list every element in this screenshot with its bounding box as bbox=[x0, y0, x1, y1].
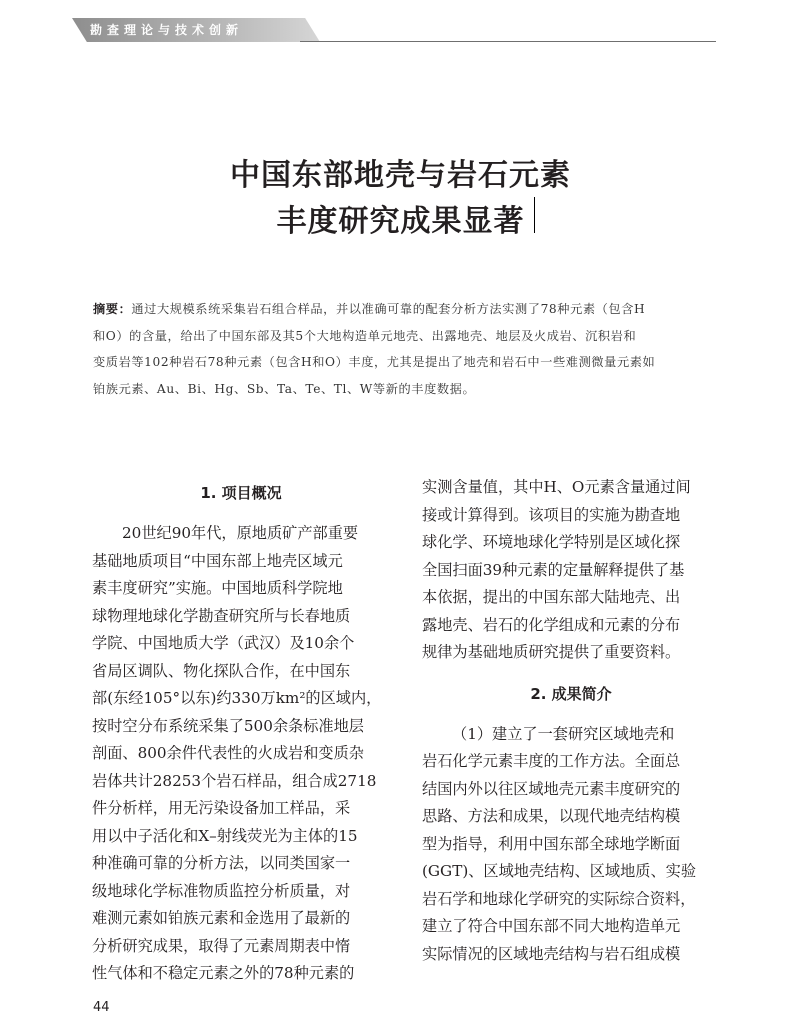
article-title-line-1: 中国东部地壳与岩石元素 bbox=[230, 158, 571, 193]
body-line: 用以中子活化和X–射线荧光为主体的15 bbox=[92, 826, 358, 845]
body-line: 种准确可靠的分析方法，以同类国家一 bbox=[92, 854, 351, 872]
body-line: 规律为基础地质研究提供了重要资料。 bbox=[422, 643, 681, 661]
body-line: 全国扫面39种元素的定量解释提供了基 bbox=[422, 560, 685, 579]
body-line: 本依据，提出的中国东部大陆地壳、出 bbox=[422, 588, 681, 606]
body-line: 难测元素如铂族元素和金选用了最新的 bbox=[92, 909, 351, 927]
abstract-line: 和O）的含量，给出了中国东部及其5个大地构造单元地壳、出露地壳、地层及火成岩、沉积岩和 bbox=[93, 328, 637, 343]
header-rule bbox=[300, 41, 716, 42]
body-line: （1）建立了一套研究区域地壳和 bbox=[452, 724, 675, 743]
body-line: 按时空分布系统采集了500余条标准地层 bbox=[92, 716, 364, 735]
body-line: 实际情况的区域地壳结构与岩石组成模 bbox=[422, 944, 681, 963]
section-heading-overview: 1. 项目概况 bbox=[200, 484, 282, 502]
body-line: 思路、方法和成果，以现代地壳结构模 bbox=[422, 807, 681, 825]
body-line: 级地球化学标准物质监控分析质量，对 bbox=[92, 881, 351, 900]
section-heading-results: 2. 成果简介 bbox=[530, 684, 612, 703]
body-line: 剖面、800余件代表性的火成岩和变质杂 bbox=[92, 744, 364, 762]
body-line: 接或计算得到。该项目的实施为勘查地 bbox=[422, 505, 681, 524]
body-line: 部(东经105°以东)约330万km²的区域内， bbox=[92, 689, 382, 707]
body-line: 建立了符合中国东部不同大地构造单元 bbox=[422, 917, 681, 935]
text-cursor bbox=[534, 197, 535, 233]
body-line: 岩体共计28253个岩石样品，组合成2718 bbox=[92, 771, 377, 790]
page-number: 44 bbox=[93, 1000, 110, 1015]
body-line: 岩石化学元素丰度的工作方法。全面总 bbox=[422, 752, 681, 770]
article-title-line-2: 丰度研究成果显著 bbox=[276, 204, 525, 239]
abstract-line bbox=[93, 296, 723, 323]
body-line: 露地壳、岩石的化学组成和元素的分布 bbox=[422, 615, 681, 634]
body-line: 岩石学和地球化学研究的实际综合资料， bbox=[422, 889, 696, 908]
body-line: 件分析样，用无污染设备加工样品，采 bbox=[92, 799, 351, 817]
body-line: (GGT)、区域地壳结构、区域地质、实验 bbox=[422, 862, 697, 880]
abstract-text: 通过大规模系统采集岩石组合样品，并以准确可靠的配套分析方法实测了78种元素（包含H bbox=[131, 302, 646, 316]
left-column bbox=[92, 474, 390, 988]
body-line: 型为指导，利用中国东部全球地学断面 bbox=[422, 834, 681, 853]
abstract-line: 铂族元素、Au、Bi、Hg、Sb、Ta、Te、Tl、W等新的丰度数据。 bbox=[93, 381, 476, 396]
abstract bbox=[93, 296, 723, 402]
body-line: 球化学、环境地球化学特别是区域化探 bbox=[422, 533, 681, 551]
body-line: 性气体和不稳定元素之外的78种元素的 bbox=[92, 964, 355, 982]
body-line: 学院、中国地质大学（武汉）及10余个 bbox=[92, 634, 355, 652]
body-line: 分析研究成果，取得了元素周期表中惰 bbox=[92, 936, 351, 955]
body-line: 球物理地球化学勘查研究所与长春地质 bbox=[92, 606, 351, 625]
body-line: 20世纪90年代，原地质矿产部重要 bbox=[122, 524, 359, 542]
body-line: 结国内外以往区域地壳元素丰度研究的 bbox=[422, 779, 681, 798]
body-line: 实测含量值，其中H、O元素含量通过间 bbox=[422, 478, 691, 496]
abstract-line: 变质岩等102种岩石78种元素（包含H和O）丰度，尤其是提出了地壳和岩石中一些难测微量元素如 bbox=[93, 355, 656, 369]
running-header: 勘查理论与技术创新 bbox=[90, 23, 244, 37]
body-line: 省局区调队、物化探队合作，在中国东 bbox=[92, 661, 351, 680]
body-line: 素丰度研究”实施。中国地质科学院地 bbox=[92, 579, 343, 597]
abstract-label: 摘要： bbox=[93, 302, 132, 316]
right-column bbox=[422, 474, 720, 968]
body-line: 基础地质项目“中国东部上地壳区域元 bbox=[92, 551, 343, 570]
